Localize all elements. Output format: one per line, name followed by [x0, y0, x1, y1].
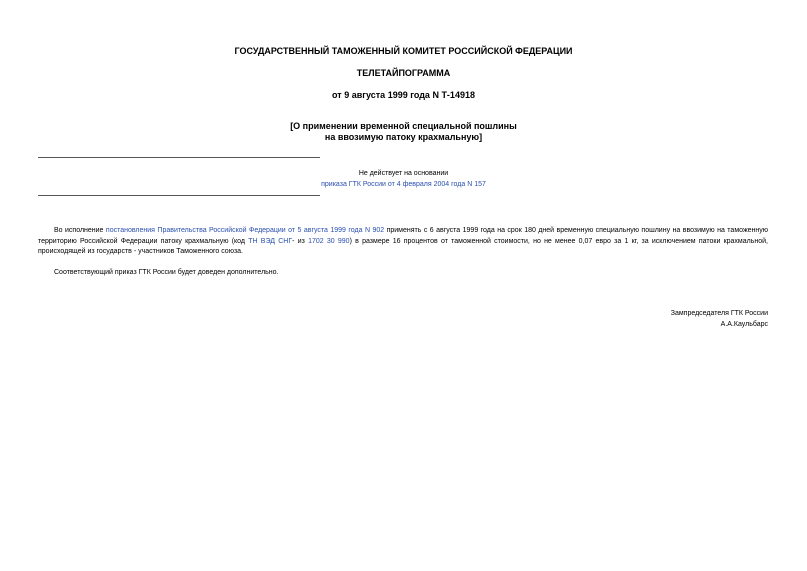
- commodity-code-link[interactable]: 1702 30 990: [308, 237, 350, 245]
- repeal-order-link[interactable]: приказа ГТК России от 4 февраля 2004 года N 157: [321, 181, 486, 188]
- body-paragraph-1: [38, 226, 768, 258]
- status-notice-line: [0, 180, 807, 190]
- paragraph-text: ) в размере 16 процентов от таможенной стоимости, но не менее 0,07 евро за 1 кг, за исключением патоки крахмальной, происходящей из государств - участников Таможенного союза.: [38, 237, 768, 255]
- paragraph-text: - из: [292, 237, 309, 245]
- notice-top-divider: [38, 157, 320, 158]
- document-date-number: от 9 августа 1999 года N Т-14918: [332, 90, 475, 100]
- document-type: ТЕЛЕТАЙПОГРАММА: [356, 68, 451, 78]
- body-paragraph-2: Соответствующий приказ ГТК России будет доведен дополнительно.: [54, 269, 279, 276]
- document-subject-line-2: на ввозимую патоку крахмальную]: [324, 132, 483, 142]
- status-notice-text: Не действует на основании: [358, 170, 449, 177]
- issuing-authority: ГОСУДАРСТВЕННЫЙ ТАМОЖЕННЫЙ КОМИТЕТ РОССИЙСКОЙ ФЕДЕРАЦИИ: [234, 46, 573, 56]
- tn-ved-link[interactable]: ТН ВЭД СНГ: [248, 237, 293, 245]
- government-resolution-link[interactable]: постановления Правительства Российской Федерации от 5 августа 1999 года N 902: [105, 227, 385, 234]
- paragraph-text: Во исполнение: [54, 227, 106, 234]
- paragraph-text: применять с 6 августа 1999 года на срок 180 дней временную специальную пошлину на ввозимую на таможенную территорию Российской Федерации патоку крахмальную (код: [38, 227, 769, 245]
- signatory-position: Зампредседателя ГТК России: [670, 310, 768, 317]
- signatory-name: А.А.Каульбарс: [720, 321, 768, 328]
- notice-bottom-divider: [38, 195, 320, 196]
- document-subject-line-1: [О применении временной специальной пошлины: [290, 121, 517, 131]
